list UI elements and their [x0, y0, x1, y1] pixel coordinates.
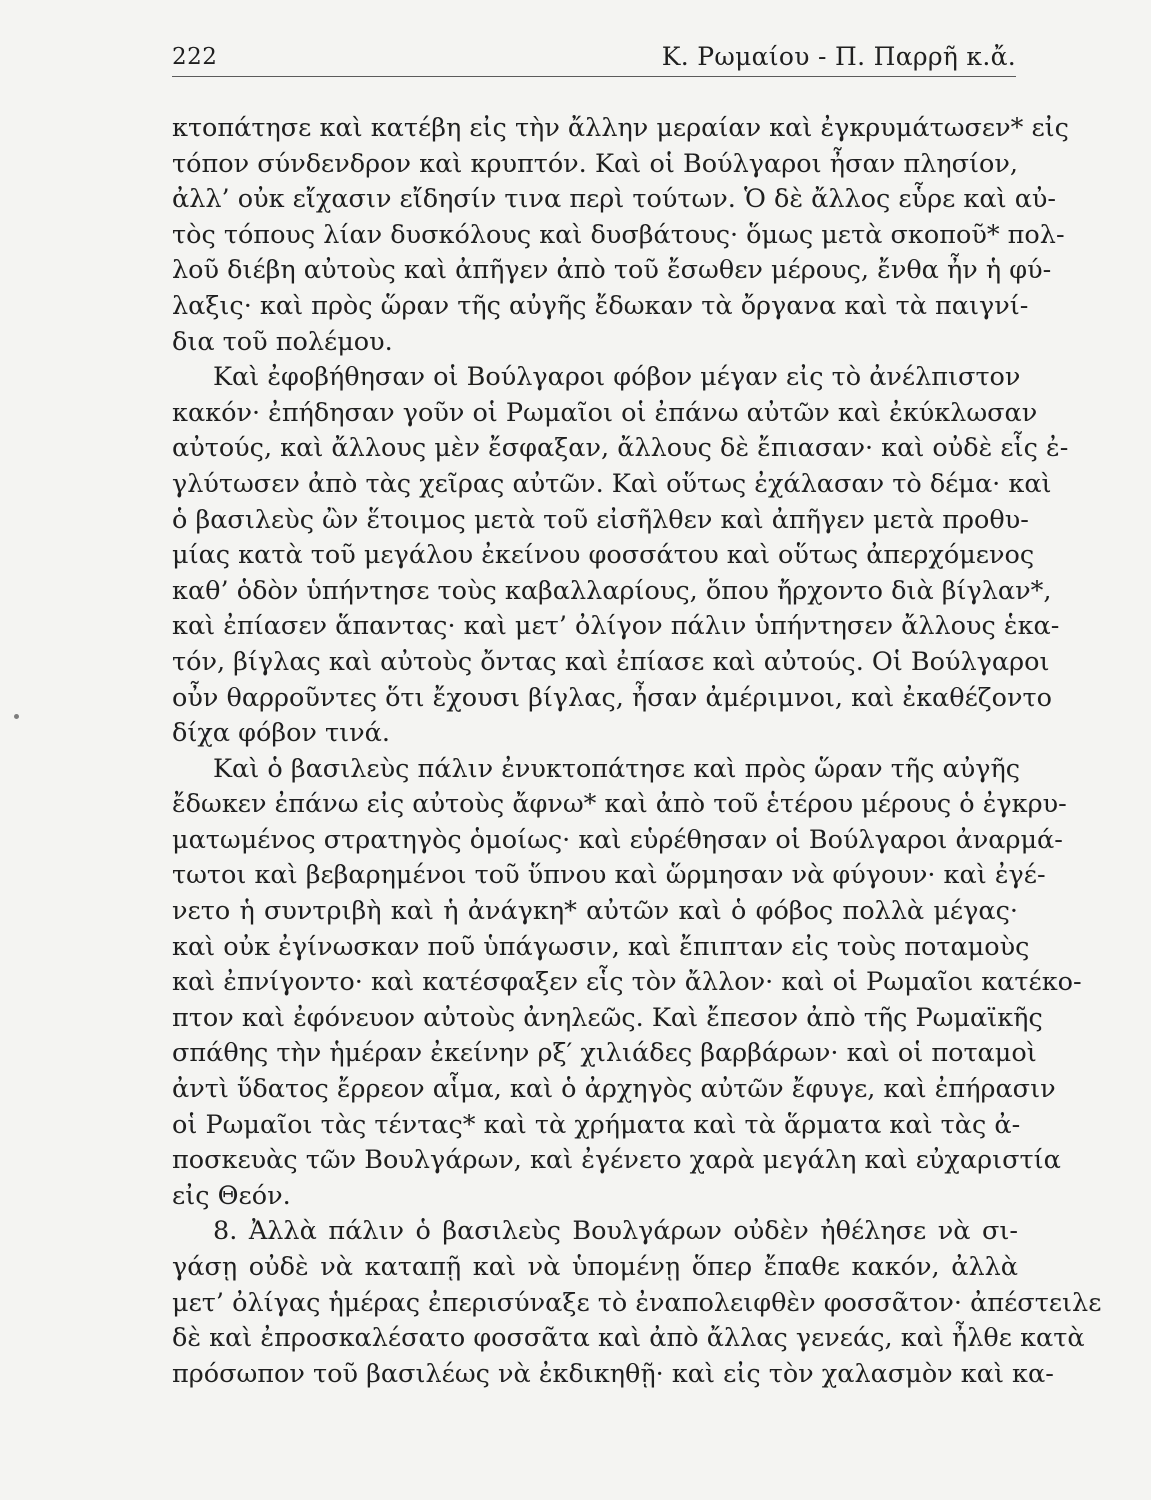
text-line: πτον καὶ ἐφόνευον αὐτοὺς ἀνηλεῶς. Καὶ ἔπεσον ἀπὸ τῆς Ρωμαϊκῆς [172, 1002, 1043, 1033]
text-line: αὐτούς, καὶ ἄλλους μὲν ἔσφαξαν, ἄλλους δὲ ἔπιασαν· καὶ οὐδὲ εἷς ἐ- [172, 433, 1069, 464]
text-line: μετ’ ὀλίγας ἡμέρας ἐπερισύναξε τὸ ἐναπολειφθὲν φοσσᾶτον· ἀπέστειλε [172, 1287, 1102, 1318]
text-line: οἱ Ρωμαῖοι τὰς τέντας* καὶ τὰ χρήματα καὶ τὰ ἅρματα καὶ τὰς ἀ- [172, 1109, 1021, 1140]
text-line: ἔδωκεν ἐπάνω εἰς αὐτοὺς ἄφνω* καὶ ἀπὸ τοῦ ἑτέρου μέρους ὁ ἐγκρυ- [172, 789, 1067, 820]
text-line: τωτοι καὶ βεβαρημένοι τοῦ ὕπνου καὶ ὥρμησαν νὰ φύγουν· καὶ ἐγέ- [172, 860, 1046, 891]
text-line: τόν, βίγλας καὶ αὐτοὺς ὄντας καὶ ἐπίασε καὶ αὐτούς. Οἱ Βούλγαροι [172, 646, 1050, 677]
text-line: δὲ καὶ ἐπροσκαλέσατο φοσσᾶτα καὶ ἀπὸ ἄλλας γενεάς, καὶ ἦλθε κατὰ [172, 1323, 1085, 1354]
text-line: ἀλλ’ οὐκ εἴχασιν εἴδησίν τινα περὶ τούτων. Ὁ δὲ ἄλλος εὗρε καὶ αὐ- [172, 184, 1057, 215]
text-line: εἰς Θεόν. [172, 1180, 291, 1211]
text-line: γλύτωσεν ἀπὸ τὰς χεῖρας αὐτῶν. Καὶ οὕτως ἐχάλασαν τὸ δέμα· καὶ [172, 468, 1052, 499]
text-line: δίχα φόβον τινά. [172, 718, 390, 749]
text-line: ἀντὶ ὕδατος ἔρρεον αἷμα, καὶ ὁ ἀρχηγὸς αὐτῶν ἔφυγε, καὶ ἐπήρασιν [172, 1074, 1056, 1105]
text-line: κτοπάτησε καὶ κατέβη εἰς τὴν ἄλλην μεραίαν καὶ ἐγκρυμάτωσεν* εἰς [172, 113, 1069, 143]
page-number: 222 [172, 44, 218, 70]
text-line: Καὶ ὁ βασιλεὺς πάλιν ἐνυκτοπάτησε καὶ πρὸς ὥραν τῆς αὐγῆς [213, 753, 1021, 784]
paragraph [172, 360, 1069, 752]
text-line: καὶ ἐπνίγοντο· καὶ κατέσφαξεν εἷς τὸν ἄλλον· καὶ οἱ Ρωμαῖοι κατέκο- [172, 967, 1082, 998]
text-line: δια τοῦ πολέμου. [172, 326, 393, 357]
text-line: λαξις· καὶ πρὸς ὥραν τῆς αὐγῆς ἔδωκαν τὰ ὄργανα καὶ τὰ παιγνί- [172, 290, 1029, 321]
text-line: οὖν θαρροῦντες ὅτι ἔχουσι βίγλας, ἦσαν ἀμέριμνοι, καὶ ἐκαθέζοντο [172, 682, 1052, 713]
text-line: νετο ἡ συντριβὴ καὶ ἡ ἀνάγκη* αὐτῶν καὶ ὁ φόβος πολλὰ μέγας· [172, 896, 1018, 927]
text-line: ματωμένος στρατηγὸς ὁμοίως· καὶ εὑρέθησαν οἱ Βούλγαροι ἀναρμά- [172, 824, 1063, 855]
text-line: τόπον σύνδενδρον καὶ κρυπτόν. Καὶ οἱ Βούλγαροι ἦσαν πλησίον, [172, 148, 1018, 179]
text-line: 8. Ἀλλὰ πάλιν ὁ βασιλεὺς Βουλγάρων οὐδὲν ἠθέλησε νὰ σι- [213, 1216, 1018, 1247]
text-line: καθ’ ὁδὸν ὑπήντησε τοὺς καβαλλαρίους, ὅπου ἤρχοντο διὰ βίγλαν*, [172, 575, 1052, 606]
text-line: ποσκευὰς τῶν Βουλγάρων, καὶ ἐγένετο χαρὰ μεγάλη καὶ εὐχαριστία [172, 1145, 1061, 1176]
paragraph [172, 1214, 1102, 1392]
text-line: Καὶ ἐφοβήθησαν οἱ Βούλγαροι φόβον μέγαν εἰς τὸ ἀνέλπιστον [213, 362, 1021, 393]
text-line: λοῦ διέβη αὐτοὺς καὶ ἀπῆγεν ἀπὸ τοῦ ἔσωθεν μέρους, ἔνθα ἦν ἡ φύ- [172, 255, 1052, 286]
paragraph [172, 752, 1082, 1215]
running-head: Κ. Ρωμαίου - Π. Παρρῆ κ.ἄ. [661, 42, 1016, 71]
text-line: σπάθης τὴν ἡμέραν ἐκείνην ρξ′ χιλιάδες βαρβάρων· καὶ οἱ ποταμοὶ [172, 1038, 1037, 1069]
text-line: τὸς τόπους λίαν δυσκόλους καὶ δυσβάτους· ὅμως μετὰ σκοποῦ* πολ- [172, 219, 1065, 250]
text-line: ὁ βασιλεὺς ὢν ἕτοιμος μετὰ τοῦ εἰσῆλθεν καὶ ἀπῆγεν μετὰ προθυ- [172, 504, 1029, 535]
paragraph [172, 111, 1069, 360]
text-line: γάσῃ οὐδὲ νὰ καταπῇ καὶ νὰ ὑπομένῃ ὅπερ ἔπαθε κακόν, ἀλλὰ [172, 1252, 1018, 1282]
page-header [172, 40, 1016, 77]
margin-speck [14, 714, 19, 719]
text-line: πρόσωπον τοῦ βασιλέως νὰ ἐκδικηθῇ· καὶ εἰς τὸν χαλασμὸν καὶ κα- [172, 1358, 1054, 1389]
text-line: κακόν· ἐπήδησαν γοῦν οἱ Ρωμαῖοι οἱ ἐπάνω αὐτῶν καὶ ἐκύκλωσαν [172, 397, 1038, 428]
text-line: καὶ ἐπίασεν ἅπαντας· καὶ μετ’ ὀλίγον πάλιν ὑπήντησεν ἄλλους ἑκα- [172, 611, 1060, 642]
text-line: καὶ οὐκ ἐγίνωσκαν ποῦ ὑπάγωσιν, καὶ ἔπιπταν εἰς τοὺς ποταμοὺς [172, 931, 1030, 962]
body-text [172, 111, 1102, 1392]
text-line: μίας κατὰ τοῦ μεγάλου ἐκείνου φοσσάτου καὶ οὕτως ἀπερχόμενος [172, 540, 1035, 571]
